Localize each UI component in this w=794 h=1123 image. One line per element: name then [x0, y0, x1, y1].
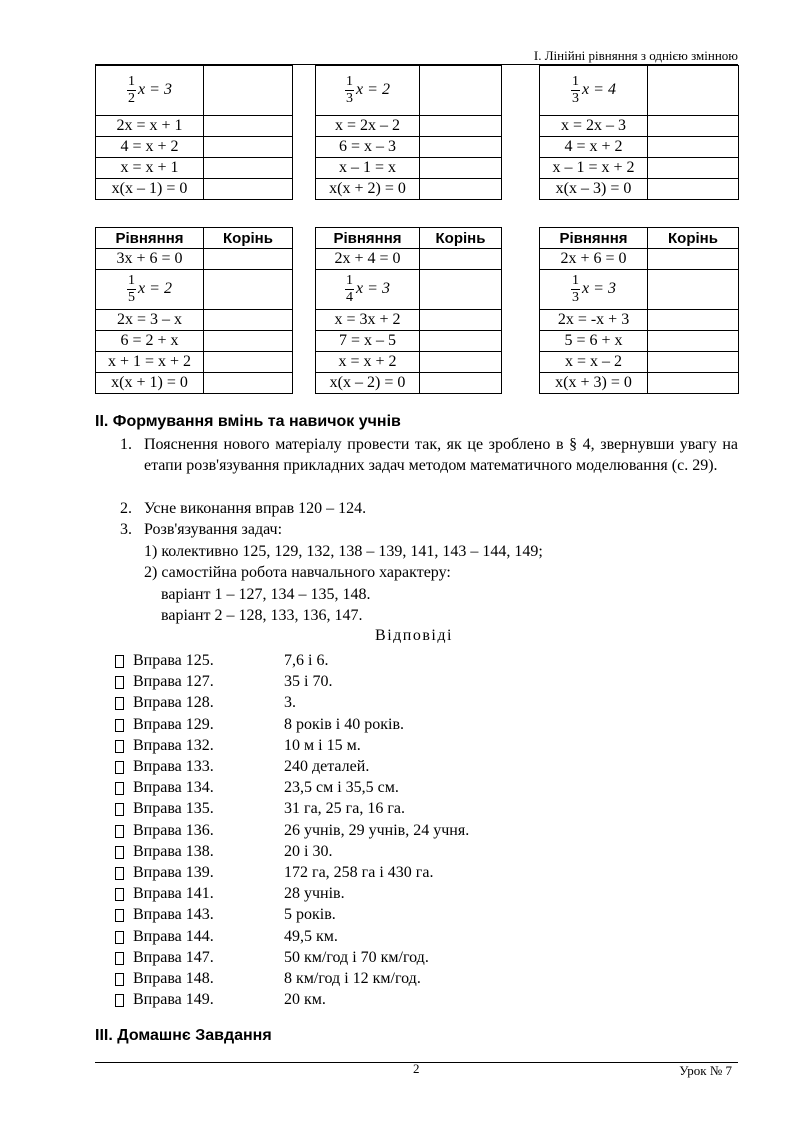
answer-label: Вправа 147.: [133, 948, 214, 966]
table-cell: x = x – 2: [540, 352, 648, 373]
root-cell[interactable]: [420, 352, 502, 373]
bullet-box-icon: [115, 825, 124, 838]
equation-table-top-3: [539, 65, 739, 200]
answer-value: 172 га, 258 га і 430 га.: [284, 864, 434, 881]
bullet-box-icon: [115, 761, 124, 774]
section-2-title: ІІ. Формування вмінь та навичок учнів: [95, 413, 401, 430]
answer-label: Вправа 125.: [133, 652, 214, 669]
answer-label: Вправа 132.: [133, 736, 214, 754]
answer-value: 3.: [284, 694, 296, 712]
root-cell[interactable]: [204, 158, 293, 179]
table-cell: x = 3x + 2: [316, 310, 420, 331]
table-cell: 5 = 6 + x: [540, 331, 648, 352]
answer-value: 28 учнів.: [284, 885, 345, 903]
equation-table-top-2: [315, 65, 502, 200]
column-header: Корінь: [648, 228, 739, 249]
list-number: 1.: [120, 436, 132, 453]
bullet-box-icon: [115, 952, 124, 965]
root-cell[interactable]: [648, 249, 739, 270]
table-cell: x(x + 1) = 0: [96, 373, 204, 394]
root-cell[interactable]: [648, 270, 739, 310]
answer-value: 23,5 см і 35,5 см.: [284, 779, 399, 797]
table-cell: 2x + 6 = 0: [540, 249, 648, 270]
table-cell: x = 2x – 2: [316, 116, 420, 137]
table-cell: x(x – 1) = 0: [96, 179, 204, 200]
root-cell[interactable]: [648, 179, 739, 200]
lesson-label: Урок № 7: [679, 1063, 732, 1078]
answer-label: Вправа 149.: [133, 991, 214, 1009]
bullet-box-icon: [115, 867, 124, 880]
table-cell: 7 = x – 5: [316, 331, 420, 352]
root-cell[interactable]: [420, 249, 502, 270]
table-cell: x(x + 2) = 0: [316, 179, 420, 200]
root-cell[interactable]: [204, 66, 293, 116]
bullet-box-icon: [115, 655, 124, 668]
answer-label: Вправа 127.: [133, 673, 214, 691]
answer-label: Вправа 134.: [133, 779, 214, 797]
column-header: Рівняння: [540, 228, 648, 249]
root-cell[interactable]: [648, 331, 739, 352]
answer-value: 26 учнів, 29 учнів, 24 учня.: [284, 821, 470, 839]
list-number: 2.: [120, 500, 132, 517]
table-cell: x = 2x – 3: [540, 116, 648, 137]
column-header: Корінь: [420, 228, 502, 249]
fraction: $\frac{1}{3}$: [572, 74, 580, 106]
answer-value: 31 га, 25 га, 16 га.: [284, 800, 405, 818]
list-number: 3.: [120, 521, 132, 538]
answer-value: 8 км/год і 12 км/год.: [284, 970, 421, 987]
root-cell[interactable]: [204, 373, 293, 394]
root-cell[interactable]: [648, 352, 739, 373]
equation-table-top-1: [95, 65, 293, 200]
table-cell: x – 1 = x + 2: [540, 158, 648, 179]
table-cell: 4 = x + 2: [96, 137, 204, 158]
table-cell: x – 1 = x: [316, 158, 420, 179]
root-cell[interactable]: [420, 137, 502, 158]
variant-2: варіант 2 – 128, 133, 136, 147.: [161, 607, 363, 624]
fraction: $\frac{1}{4}$: [346, 273, 354, 305]
answer-value: 7,6 і 6.: [284, 652, 329, 669]
root-cell[interactable]: [420, 158, 502, 179]
bullet-box-icon: [115, 973, 124, 986]
equation-table-bottom-3: [539, 227, 739, 394]
section-3-title: ІІІ. Домашнє Завдання: [95, 1027, 272, 1044]
answer-label: Вправа 148.: [133, 970, 214, 987]
bullet-box-icon: [115, 803, 124, 816]
bullet-box-icon: [115, 676, 124, 689]
table-cell: $\frac{1}{4}$ x = 3: [316, 270, 420, 310]
root-cell[interactable]: [648, 373, 739, 394]
table-cell: 2x + 4 = 0: [316, 249, 420, 270]
answer-label: Вправа 136.: [133, 821, 214, 839]
equation-table-bottom-1: [95, 227, 293, 394]
answer-label: Вправа 139.: [133, 864, 214, 881]
table-cell: x + 1 = x + 2: [96, 352, 204, 373]
root-cell[interactable]: [204, 331, 293, 352]
root-cell[interactable]: [204, 116, 293, 137]
sub-item-2: 2) самостійна робота навчального характеру:: [144, 564, 451, 581]
table-cell: 2x = x + 1: [96, 116, 204, 137]
answer-label: Вправа 133.: [133, 758, 214, 775]
root-cell[interactable]: [204, 352, 293, 373]
bullet-box-icon: [115, 888, 124, 901]
root-cell[interactable]: [420, 331, 502, 352]
table-cell: x = x + 2: [316, 352, 420, 373]
equation-table-bottom-2: [315, 227, 502, 394]
table-cell: $\frac{1}{2}$ x = 3: [96, 66, 204, 116]
bullet-box-icon: [115, 994, 124, 1007]
answer-value: 49,5 км.: [284, 927, 338, 945]
root-cell[interactable]: [204, 310, 293, 331]
fraction: $\frac{1}{5}$: [128, 273, 136, 305]
answer-value: 20 км.: [284, 991, 326, 1009]
list-item-1: Пояснення нового матеріалу провести так, як це зроблено в § 4, звернувши увагу на етапи розв'язування прикладних задач методом математичного моделювання (с. 29).: [144, 436, 738, 474]
table-cell: $\frac{1}{3}$ x = 3: [540, 270, 648, 310]
root-cell[interactable]: [204, 137, 293, 158]
table-cell: $\frac{1}{3}$ x = 4: [540, 66, 648, 116]
table-cell: 4 = x + 2: [540, 137, 648, 158]
root-cell[interactable]: [420, 116, 502, 137]
bullet-box-icon: [115, 782, 124, 795]
table-cell: 3x + 6 = 0: [96, 249, 204, 270]
fraction: $\frac{1}{3}$: [346, 74, 354, 106]
variant-1: варіант 1 – 127, 134 – 135, 148.: [161, 586, 371, 603]
answer-value: 5 років.: [284, 906, 336, 924]
page-number: 2: [413, 1061, 420, 1076]
table-cell: $\frac{1}{3}$ x = 2: [316, 66, 420, 116]
fraction: $\frac{1}{2}$: [128, 74, 136, 106]
answers-title: Відповіді: [375, 627, 453, 644]
bullet-box-icon: [115, 846, 124, 859]
root-cell[interactable]: [420, 310, 502, 331]
column-header: Рівняння: [96, 228, 204, 249]
answer-label: Вправа 135.: [133, 800, 214, 818]
answer-value: 10 м і 15 м.: [284, 736, 361, 754]
table-cell: x(x – 2) = 0: [316, 373, 420, 394]
answer-value: 50 км/год і 70 км/год.: [284, 948, 429, 966]
root-cell[interactable]: [204, 249, 293, 270]
fraction: $\frac{1}{3}$: [572, 273, 580, 305]
root-cell[interactable]: [420, 179, 502, 200]
table-cell: x = x + 1: [96, 158, 204, 179]
list-item-3: Розв'язування задач:: [144, 521, 283, 538]
bullet-box-icon: [115, 909, 124, 922]
table-cell: x(x + 3) = 0: [540, 373, 648, 394]
bullet-box-icon: [115, 719, 124, 732]
answer-value: 20 і 30.: [284, 842, 333, 860]
running-header: І. Лінійні рівняння з однією змінною: [533, 48, 738, 63]
answer-label: Вправа 144.: [133, 927, 214, 945]
answer-value: 8 років і 40 років.: [284, 715, 404, 733]
table-cell: $\frac{1}{5}$ x = 2: [96, 270, 204, 310]
table-cell: 2x = -x + 3: [540, 310, 648, 331]
bullet-box-icon: [115, 931, 124, 944]
root-cell[interactable]: [204, 270, 293, 310]
root-cell[interactable]: [420, 373, 502, 394]
root-cell[interactable]: [204, 179, 293, 200]
answer-label: Вправа 143.: [133, 906, 214, 924]
root-cell[interactable]: [648, 310, 739, 331]
table-cell: 6 = x – 3: [316, 137, 420, 158]
root-cell[interactable]: [648, 116, 739, 137]
answer-value: 240 деталей.: [284, 758, 370, 775]
answer-label: Вправа 138.: [133, 842, 214, 860]
root-cell[interactable]: [648, 158, 739, 179]
column-header: Рівняння: [316, 228, 420, 249]
answer-label: Вправа 129.: [133, 715, 214, 733]
bullet-box-icon: [115, 697, 124, 710]
table-cell: x(x – 3) = 0: [540, 179, 648, 200]
answer-label: Вправа 128.: [133, 694, 214, 712]
list-item-2: Усне виконання вправ 120 – 124.: [144, 500, 367, 517]
column-header: Корінь: [204, 228, 293, 249]
table-cell: 2x = 3 – x: [96, 310, 204, 331]
answer-label: Вправа 141.: [133, 885, 214, 903]
bullet-box-icon: [115, 740, 124, 753]
sub-item-1: 1) колективно 125, 129, 132, 138 – 139, 141, 143 – 144, 149;: [144, 543, 543, 560]
root-cell[interactable]: [648, 66, 739, 116]
table-cell: 6 = 2 + x: [96, 331, 204, 352]
root-cell[interactable]: [420, 270, 502, 310]
root-cell[interactable]: [420, 66, 502, 116]
root-cell[interactable]: [648, 137, 739, 158]
answer-value: 35 і 70.: [284, 673, 333, 691]
